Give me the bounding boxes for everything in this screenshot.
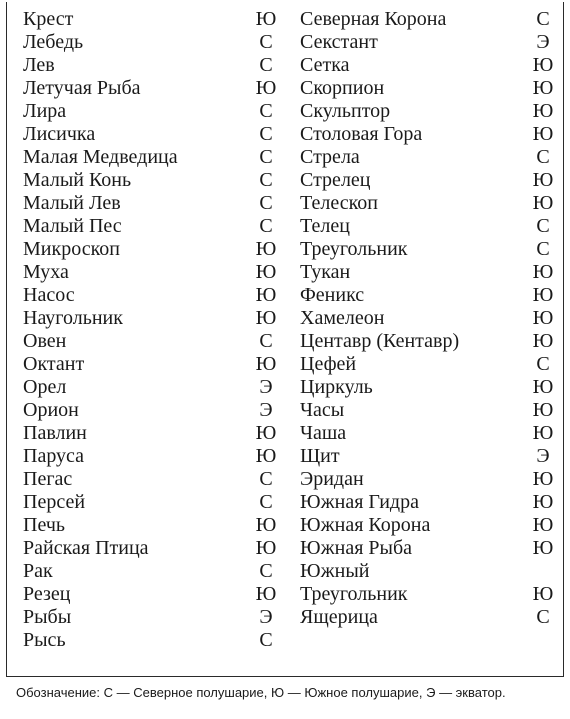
hemisphere-code: Ю (255, 8, 277, 30)
constellation-name: Телец (300, 215, 350, 237)
constellation-name: Насос (23, 284, 75, 306)
hemisphere-code: Ю (532, 422, 554, 444)
constellation-row (23, 583, 278, 606)
hemisphere-code: С (259, 54, 273, 76)
hemisphere-code: С (259, 123, 273, 145)
constellation-row (300, 307, 555, 330)
hemisphere-code: Ю (532, 468, 554, 490)
hemisphere-code: Ю (255, 238, 277, 260)
hemisphere-code: Ю (255, 445, 277, 467)
constellation-row (300, 100, 555, 123)
constellation-name: Секстант (300, 31, 378, 53)
constellation-row (23, 146, 278, 169)
hemisphere-code: Ю (532, 491, 554, 513)
constellation-row (23, 514, 278, 537)
hemisphere-code: С (259, 192, 273, 214)
constellation-name: Эридан (300, 468, 364, 490)
constellation-name: Лира (23, 100, 67, 122)
constellation-name: Цефей (300, 353, 357, 375)
constellation-name: Часы (300, 399, 345, 421)
constellation-row (300, 491, 555, 514)
hemisphere-code: С (259, 100, 273, 122)
constellation-name: Треугольник (300, 238, 408, 260)
constellation-row (23, 606, 278, 629)
constellation-row (300, 583, 555, 606)
constellation-name: Скорпион (300, 77, 385, 99)
constellation-name: Пегас (23, 468, 73, 490)
constellation-name: Овен (23, 330, 67, 352)
constellation-row (300, 399, 555, 422)
constellation-name: Хамелеон (300, 307, 385, 329)
constellation-name: Персей (23, 491, 86, 513)
constellation-row (23, 468, 278, 491)
constellation-row (300, 215, 555, 238)
hemisphere-code: Ю (532, 330, 554, 352)
constellation-name: Телескоп (300, 192, 378, 214)
constellation-row (23, 445, 278, 468)
hemisphere-code: С (259, 468, 273, 490)
constellation-name: Ящерица (300, 606, 378, 628)
constellation-row (23, 77, 278, 100)
constellation-name: Тукан (300, 261, 351, 283)
constellation-name: Малый Лев (23, 192, 121, 214)
hemisphere-code: Ю (532, 169, 554, 191)
constellation-row (23, 169, 278, 192)
constellation-name: Летучая Рыба (23, 77, 141, 99)
constellation-name: Орел (23, 376, 67, 398)
hemisphere-code: Ю (532, 54, 554, 76)
constellation-name: Лисичка (23, 123, 96, 145)
hemisphere-code: С (536, 606, 550, 628)
constellation-name: Циркуль (300, 376, 373, 398)
hemisphere-code: С (259, 629, 273, 651)
constellation-name: Резец (23, 583, 71, 605)
hemisphere-code: Э (259, 399, 273, 421)
constellation-name: Чаша (300, 422, 347, 444)
constellation-name: Муха (23, 261, 69, 283)
constellation-row (300, 284, 555, 307)
constellation-row (300, 146, 555, 169)
constellation-name: Сетка (300, 54, 350, 76)
constellation-row (300, 330, 555, 353)
constellation-row (23, 215, 278, 238)
constellation-row (300, 422, 555, 445)
hemisphere-code: Ю (532, 100, 554, 122)
hemisphere-code: Ю (532, 123, 554, 145)
constellation-row (300, 537, 555, 560)
constellation-row (23, 560, 278, 583)
constellation-name: Рысь (23, 629, 66, 651)
constellation-name: Рак (23, 560, 53, 582)
hemisphere-code: С (536, 215, 550, 237)
hemisphere-code: С (259, 491, 273, 513)
right-column (300, 8, 555, 629)
hemisphere-code: Ю (255, 583, 277, 605)
constellation-row (23, 307, 278, 330)
constellation-name: Щит (300, 445, 340, 467)
hemisphere-code: Ю (532, 77, 554, 99)
constellation-row (23, 330, 278, 353)
constellation-row (23, 31, 278, 54)
hemisphere-code: Ю (255, 353, 277, 375)
constellation-name: Рыбы (23, 606, 72, 628)
constellation-row (300, 31, 555, 54)
hemisphere-code: Ю (532, 307, 554, 329)
constellation-name: Малый Конь (23, 169, 132, 191)
constellation-name: Южная Рыба (300, 537, 413, 559)
constellation-row (300, 8, 555, 31)
hemisphere-code: Ю (255, 537, 277, 559)
constellation-name: Стрелец (300, 169, 371, 191)
hemisphere-code: Ю (532, 583, 554, 605)
constellation-name: Южная Гидра (300, 491, 419, 513)
constellation-name: Треугольник (300, 583, 408, 605)
hemisphere-code: Ю (532, 376, 554, 398)
hemisphere-code: Ю (532, 399, 554, 421)
hemisphere-code: С (259, 330, 273, 352)
hemisphere-code: С (259, 169, 273, 191)
constellation-row (300, 77, 555, 100)
constellation-name: Малый Пес (23, 215, 122, 237)
constellation-row (300, 560, 555, 583)
hemisphere-code: Ю (255, 514, 277, 536)
hemisphere-code: Ю (532, 261, 554, 283)
constellation-name: Южный (300, 560, 370, 582)
hemisphere-code: Э (536, 31, 550, 53)
constellation-name: Лебедь (23, 31, 84, 53)
left-column (23, 8, 278, 652)
constellation-name: Скульптор (300, 100, 391, 122)
constellation-row (300, 606, 555, 629)
constellation-row (300, 238, 555, 261)
hemisphere-code: С (259, 215, 273, 237)
constellation-name: Райская Птица (23, 537, 149, 559)
constellation-row (23, 238, 278, 261)
constellation-name: Малая Медведица (23, 146, 178, 168)
hemisphere-code: Э (259, 606, 273, 628)
constellation-name: Лев (23, 54, 55, 76)
hemisphere-code: Э (536, 445, 550, 467)
constellation-row (23, 376, 278, 399)
hemisphere-code: С (536, 146, 550, 168)
hemisphere-code: С (259, 560, 273, 582)
hemisphere-code: Ю (255, 307, 277, 329)
hemisphere-code: С (536, 353, 550, 375)
constellation-row (300, 468, 555, 491)
constellation-name: Паруса (23, 445, 85, 467)
constellation-row (23, 491, 278, 514)
hemisphere-code: С (536, 8, 550, 30)
hemisphere-code: Ю (255, 422, 277, 444)
constellation-row (23, 422, 278, 445)
hemisphere-code: Ю (255, 284, 277, 306)
constellation-row (23, 54, 278, 77)
constellation-name: Павлин (23, 422, 87, 444)
constellation-row (300, 353, 555, 376)
constellation-row (300, 445, 555, 468)
hemisphere-code: Э (259, 376, 273, 398)
constellation-name: Феникс (300, 284, 365, 306)
constellation-row (23, 123, 278, 146)
constellation-name: Центавр (Кентавр) (300, 330, 460, 352)
constellation-row (23, 284, 278, 307)
hemisphere-code: Ю (255, 77, 277, 99)
constellation-name: Крест (23, 8, 74, 30)
constellation-row (23, 353, 278, 376)
hemisphere-code: Ю (532, 192, 554, 214)
constellation-name: Печь (23, 514, 66, 536)
constellation-name: Северная Корона (300, 8, 447, 30)
hemisphere-code: Ю (532, 537, 554, 559)
constellation-table (6, 2, 564, 677)
constellation-row (300, 514, 555, 537)
constellation-row (23, 100, 278, 123)
constellation-row (23, 399, 278, 422)
constellation-name: Микроскоп (23, 238, 120, 260)
hemisphere-code: С (259, 146, 273, 168)
constellation-name: Наугольник (23, 307, 123, 329)
constellation-name: Столовая Гора (300, 123, 423, 145)
constellation-row (23, 537, 278, 560)
constellation-row (23, 629, 278, 652)
legend-footnote: Обозначение: С — Северное полушарие, Ю — Южное полушарие, Э — экватор. (16, 685, 506, 700)
constellation-row (300, 192, 555, 215)
hemisphere-code: С (536, 238, 550, 260)
constellation-name: Южная Корона (300, 514, 431, 536)
constellation-row (300, 261, 555, 284)
constellation-row (300, 123, 555, 146)
constellation-row (300, 376, 555, 399)
constellation-row (300, 54, 555, 77)
hemisphere-code: С (259, 31, 273, 53)
constellation-name: Октант (23, 353, 85, 375)
hemisphere-code: Ю (255, 261, 277, 283)
constellation-name: Стрела (300, 146, 360, 168)
hemisphere-code: Ю (532, 514, 554, 536)
hemisphere-code: Ю (532, 284, 554, 306)
constellation-row (23, 192, 278, 215)
constellation-row (23, 261, 278, 284)
constellation-row (23, 8, 278, 31)
constellation-name: Орион (23, 399, 79, 421)
constellation-row (300, 169, 555, 192)
